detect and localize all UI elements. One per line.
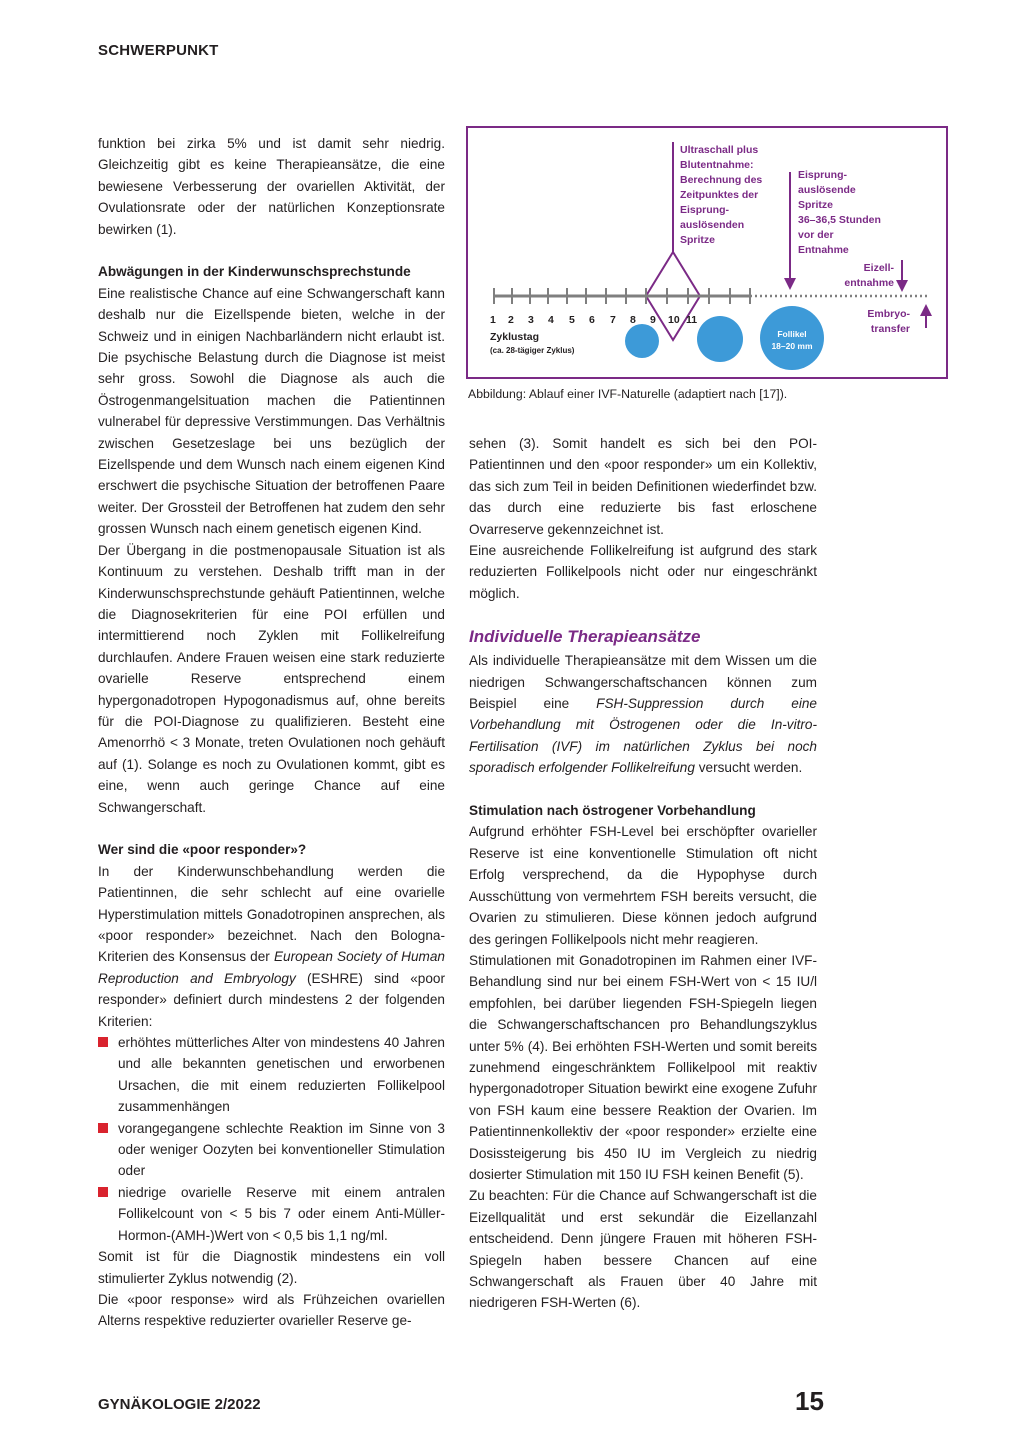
transfer-annotation (867, 308, 910, 335)
retrieval-annotation (844, 262, 894, 289)
day-number: 10 (668, 314, 680, 326)
up-arrow-icon (920, 304, 932, 316)
down-arrow-icon (896, 280, 908, 292)
annotation-line: auslösenden (680, 219, 745, 231)
criteria-list (98, 1032, 445, 1246)
day-number: 6 (589, 314, 595, 326)
annotation-line: Spritze (680, 234, 716, 246)
annotation-line: Eisprung- (680, 204, 729, 216)
journal-label: GYNÄKOLOGIE 2/2022 (98, 1396, 261, 1413)
svg-text:Eizell-entnahme (844, 262, 894, 289)
down-arrow-icon (784, 278, 796, 290)
trigger-annotation (798, 169, 881, 256)
list-item: erhöhtes mütterliches Alter von mindestens 40 Jahren und alle bekannten genetischen und erworbenen Ursachen, die mit einem reduzierten Follikelpool zusammenhängen (98, 1032, 445, 1118)
annotation-line: Zeitpunktes der (680, 189, 759, 201)
annotation-line: Spritze (798, 199, 834, 211)
paragraph: Die «poor response» wird als Frühzeichen ovariellen Alterns respektive reduzierter ovarieller Reserve ge- (98, 1291, 445, 1329)
day-number: 11 (686, 314, 698, 326)
follicle-label: Follikel (777, 329, 807, 339)
svg-text:Ultraschall plusBlutentnahme:B (680, 144, 762, 246)
subheading: Abwägungen in der Kinderwunschsprechstunde (98, 264, 411, 280)
figure-caption: Abbildung: Ablauf einer IVF-Naturelle (adaptiert nach [17]). (468, 387, 788, 401)
paragraph: In der Kinderwunschbehandlung werden die Patientinnen, die sehr schlecht auf eine ovarielle Hyperstimulation mittels Gonadotropinen ansprechen, als «poor responder» bezeichnet. Nach den Bologna-Kriterien des Konsensus der European Society of Human Reproduction and Embryology (ESHRE) sind «poor responder» definiert durch mindestens 2 der folgenden Kriterien: (98, 863, 445, 1029)
paragraph: Eine ausreichende Follikelreifung ist aufgrund des stark reduzierten Follikelpools nicht oder nur eingeschränkt möglich. (469, 543, 817, 601)
annotation-line: Berechnung des (680, 174, 763, 186)
list-item: niedrige ovarielle Reserve mit einem antralen Follikelcount von < 5 bis 7 oder einem Anti-Müller-Hormon-(AMH-)Wert von < 0,5 bis 1,1 ng/ml. (98, 1182, 445, 1246)
section-label: SCHWERPUNKT (98, 42, 219, 59)
paragraph: Eine realistische Chance auf eine Schwangerschaft kann deshalb nur die Eizellspende bieten, welche in der Schweiz und in einigen Nachbarländern nicht erlaubt ist. Die psychische Belastung durch die Diagnose ist meist sehr gross. Sowohl die Diagnose als auch die Östrogenmangelsituation machen die Patientinnen vulnerabel für depressive Verstimmungen. Das Verhältnis zwischen Gesetzeslage bei uns bezüglich der Eizellspende und dem Wunsch nach einem eigenen Kind erschwert die psychische Situation der betroffenen Paare weiter. Der Grossteil der Betroffenen hat zudem den sehr grossen Wunsch nach einem genetisch eigenen Kind. (98, 285, 445, 537)
left-column (98, 133, 445, 1332)
day-number: 9 (650, 314, 656, 326)
annotation-line: auslösende (798, 184, 856, 196)
paragraph: Somit ist für die Diagnostik mindestens ein voll stimulierter Zyklus notwendig (2). (98, 1249, 445, 1286)
bullet-marker (98, 1187, 108, 1197)
annotation-line: Eizell- (863, 262, 894, 274)
annotation-line: Ultraschall plus (680, 144, 759, 156)
ultrasound-annotation (680, 144, 762, 246)
annotation-line: vor der (798, 229, 834, 241)
follicle-small (625, 324, 659, 358)
paragraph: Als individuelle Therapieansätze mit dem Wissen um die niedrigen Schwangerschaftschancen können zum Beispiel eine FSH-Suppression durch eine Vorbehandlung mit Östrogenen oder die In-vitro-Fertilisation (IVF) im natürlichen Zyklus bei noch sporadisch erfolgender Follikelreifung versucht werden. (469, 653, 817, 776)
page-number: 15 (795, 1386, 824, 1416)
annotation-line: entnahme (844, 277, 894, 289)
bullet-marker (98, 1037, 108, 1047)
day-number: 7 (610, 314, 616, 326)
day-number: 8 (630, 314, 636, 326)
section-heading: Individuelle Therapieansätze (469, 627, 701, 647)
subheading: Wer sind die «poor responder»? (98, 842, 307, 858)
day-number: 4 (548, 314, 554, 326)
paragraph: funktion bei zirka 5% und ist damit sehr niedrig. Gleichzeitig gibt es keine Therapieansätze, die eine bewiesene Verbesserung der ovariellen Aktivität, der Ovulationsrate oder der natürlichen Konzeptionsrate bewirken (1). (98, 136, 445, 237)
right-column (469, 433, 817, 1314)
day-number: 3 (528, 314, 534, 326)
day-number: 5 (569, 314, 575, 326)
annotation-line: 36–36,5 Stunden (798, 214, 881, 226)
annotation-line: Blutentnahme: (680, 159, 754, 171)
paragraph: Der Übergang in die postmenopausale Situation ist als Kontinuum zu verstehen. Deshalb trifft man in der Kinderwunschsprechstunde gehäuft Patientinnen, welche die Diagnosekriterien für eine POI erfüllen und intermittierend noch Zyklen mit Follikelreifung durchlaufen. Andere Frauen weisen eine stark reduzierte ovarielle Reserve entsprechend einem hypergonadotropen Hypogonadismus auf, ohne bereits für die POI-Diagnose zu qualifizieren. Besteht eine Amenorrhö < 3 Monate, treten Ovulationen noch gehäuft auf (1). Solange es noch zu Ovulationen kommt, gibt es eine, wenn auch geringe Chance auf eine Schwangerschaft. (98, 542, 445, 815)
svg-text:Embryo-transfer (867, 308, 910, 335)
paragraph: Stimulationen mit Gonadotropinen im Rahmen einer IVF-Behandlung sind nur bei einem FSH-Wert von < 15 IU/l empfohlen, bei darüber liegenden FSH-Spiegeln liegen die Schwangerschaftschancen pro Behandlungszyklus unter 5% (4). Bei erhöhten FSH-Werten und somit bereits zunehmend eingeschränktem Follikelpool mit reaktiv hypergonadotroper Situation bewirkt eine exogene Zufuhr von FSH kaum eine bessere Reaktion der Ovarien. Im Patientinnenkollektiv der «poor responder» erzielte eine Dosissteigerung bis 450 IU im Vergleich zu niedrig dosierter Stimulation mit 150 IU FSH keinen Benefit (5). (469, 952, 817, 1182)
follicle-medium (697, 316, 743, 362)
day-numbers (490, 314, 697, 326)
bullet-marker (98, 1123, 108, 1133)
follicle-size: 18–20 mm (771, 341, 813, 351)
ivf-timeline-figure (466, 126, 948, 379)
annotation-line: Entnahme (798, 244, 849, 256)
annotation-line: Eisprung- (798, 169, 847, 181)
paragraph: sehen (3). Somit handelt es sich bei den POI-Patientinnen und den «poor responder» um ein Kollektiv, das sich zum Teil in beiden Definitionen wiederfindet bzw. das durch eine reduzierte bis fast erloschene Ovarreserve gekennzeichnet ist. (469, 436, 817, 537)
list-item: vorangegangene schlechte Reaktion im Sinne von 3 oder weniger Oozyten bei konventioneller Stimulation oder (98, 1118, 445, 1182)
svg-text:Eisprung-auslösendeSpritze36–3 (798, 169, 881, 256)
subheading: Stimulation nach östrogener Vorbehandlung (469, 803, 756, 819)
cycle-label: Zyklustag (490, 331, 540, 343)
day-number: 2 (508, 314, 514, 326)
cycle-sublabel: (ca. 28-tägiger Zyklus) (490, 346, 575, 355)
day-number: 1 (490, 314, 496, 326)
paragraph: Zu beachten: Für die Chance auf Schwangerschaft ist die Eizellqualität und erst sekundär die Eizellanzahl entscheidend. Denn jüngere Frauen mit höheren FSH-Spiegeln haben bessere Chancen auf eine Schwangerschaft als Frauen über 40 Jahre mit niedrigeren FSH-Werten (6). (469, 1188, 817, 1311)
annotation-line: Embryo- (867, 308, 910, 320)
paragraph: Aufgrund erhöhter FSH-Level bei erschöpfter ovarieller Reserve ist eine konventionelle Stimulation oft nicht Erfolg versprechend, da die Hypophyse durch Ausschüttung von vermehrtem FSH bereits versucht, die Ovarien zu stimulieren. Diese können jedoch aufgrund des geringen Follikelpools nicht mehr reagieren. (469, 824, 817, 947)
annotation-line: transfer (870, 323, 910, 335)
